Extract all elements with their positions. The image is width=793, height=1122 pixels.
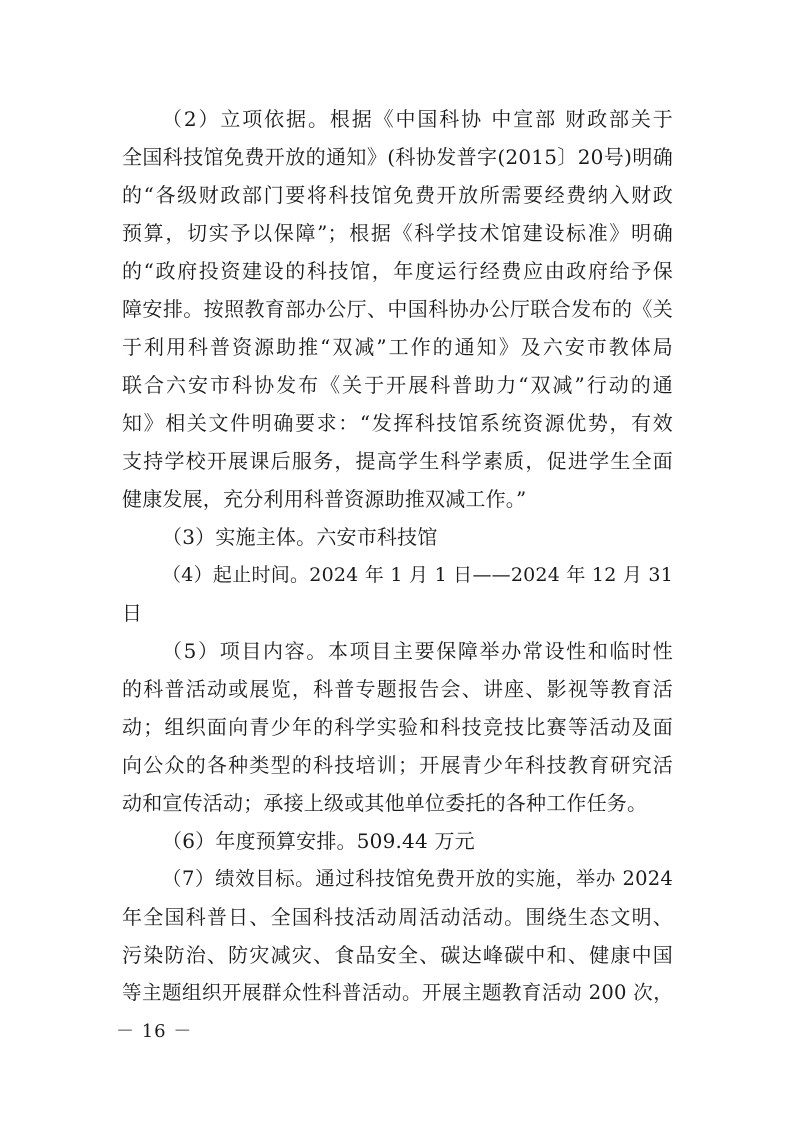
paragraph-7-line-4: 等主题组织开展群众性科普活动。开展主题教育活动 200 次，: [122, 981, 673, 1004]
paragraph-6-line-1: （6）年度预算安排。509.44 万元: [162, 829, 475, 853]
page-number: － 16 －: [116, 1021, 193, 1042]
paragraph-7-line-2: 年全国科普日、全国科技活动周活动活动。围绕生态文明、: [122, 905, 673, 929]
paragraph-2-line-7: 于利用科普资源助推“双减”工作的通知》及六安市教体局: [122, 335, 673, 359]
paragraph-4-line-1: （4）起止时间。2024 年 1 月 1 日——2024 年 12 月 31: [162, 564, 673, 586]
paragraph-2-line-1: （2）立项依据。根据《中国科协 中宣部 财政部关于: [162, 107, 673, 131]
paragraph-2-line-9: 知》相关文件明确要求：“发挥科技馆系统资源优势，有效: [122, 411, 673, 435]
paragraph-2-line-4: 预算，切实予以保障”；根据《科学技术馆建设标准》明确: [122, 221, 673, 245]
paragraph-2-line-3: 的“各级财政部门要将科技馆免费开放所需要经费纳入财政: [122, 183, 673, 207]
paragraph-2-line-8: 联合六安市科协发布《关于开展科普助力“双减”行动的通: [122, 373, 673, 397]
paragraph-5-line-5: 动和宣传活动；承接上级或其他单位委托的各种工作任务。: [122, 791, 648, 815]
paragraph-3-line-1: （3）实施主体。六安市科技馆: [162, 525, 438, 549]
paragraph-4-line-2: 日: [122, 601, 143, 625]
paragraph-2-line-5: 的“政府投资建设的科技馆，年度运行经费应由政府给予保: [122, 259, 673, 283]
paragraph-2-line-10: 支持学校开展课后服务，提高学生科学素质，促进学生全面: [122, 449, 673, 473]
paragraph-2-line-2: 全国科技馆免费开放的通知》(科协发普字(2015〕20号)明确: [122, 145, 673, 169]
paragraph-7-line-3: 污染防治、防灾减灾、食品安全、碳达峰碳中和、健康中国: [122, 943, 673, 967]
paragraph-5-line-4: 向公众的各种类型的科技培训；开展青少年科技教育研究活: [122, 753, 673, 777]
paragraph-5-line-1: （5）项目内容。本项目主要保障举办常设性和临时性: [162, 639, 673, 663]
paragraph-5-line-3: 动；组织面向青少年的科学实验和科技竞技比赛等活动及面: [122, 715, 673, 739]
paragraph-2-line-11: 健康发展，充分利用科普资源助推双减工作。”: [122, 487, 527, 511]
paragraph-5-line-2: 的科普活动或展览，科普专题报告会、讲座、影视等教育活: [122, 677, 673, 701]
paragraph-7-line-1: （7）绩效目标。通过科技馆免费开放的实施，举办 2024: [162, 867, 673, 890]
paragraph-2-line-6: 障安排。按照教育部办公厅、中国科协办公厅联合发布的《关: [122, 297, 673, 321]
